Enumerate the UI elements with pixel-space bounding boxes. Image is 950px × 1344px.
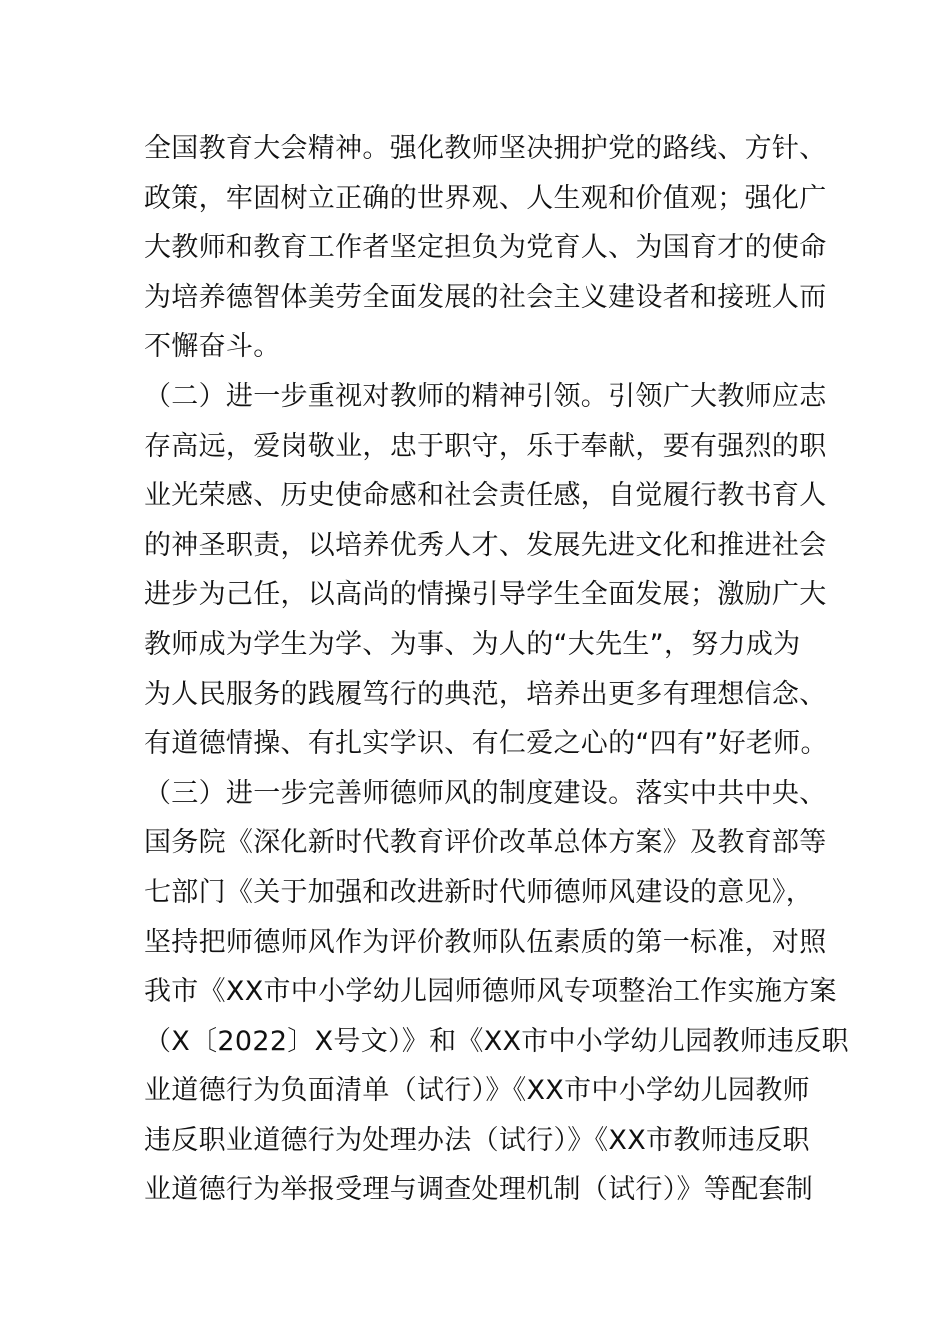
document-body bbox=[144, 124, 849, 1215]
text-line: 业道德行为负面清单（试行）》《XX市中小学幼儿园教师 bbox=[144, 1075, 810, 1107]
text-line: 进步为己任，以高尚的情操引导学生全面发展；激励广大 bbox=[144, 579, 827, 611]
text-line: 有道德情操、有扎实学识、有仁爱之心的“四有”好老师。 bbox=[144, 728, 828, 760]
text-line: 的神圣职责，以培养优秀人才、发展先进文化和推进社会 bbox=[144, 529, 827, 561]
text-line: 违反职业道德行为处理办法（试行）》《XX市教师违反职 bbox=[144, 1124, 810, 1156]
text-line: 七部门《关于加强和改进新时代师德师风建设的意见》， bbox=[144, 876, 813, 908]
text-line: 大教师和教育工作者坚定担负为党育人、为国育才的使命 bbox=[144, 232, 827, 264]
text-line: 存高远，爱岗敬业，忠于职守，乐于奉献，要有强烈的职 bbox=[144, 430, 827, 462]
text-line: 教师成为学生为学、为事、为人的“大先生”，努力成为 bbox=[144, 628, 801, 660]
text-line: 国务院《深化新时代教育评价改革总体方案》及教育部等 bbox=[144, 827, 827, 859]
section-heading-line: （二）进一步重视对教师的精神引领。引领广大教师应志 bbox=[144, 380, 827, 412]
text-line: 坚持把师德师风作为评价教师队伍素质的第一标准，对照 bbox=[144, 926, 827, 958]
text-line: 不懈奋斗。 bbox=[144, 331, 281, 363]
text-line: 为人民服务的践履笃行的典范，培养出更多有理想信念、 bbox=[144, 678, 827, 710]
text-line: 政策，牢固树立正确的世界观、人生观和价值观；强化广 bbox=[144, 182, 827, 214]
section-heading-line: （三）进一步完善师德师风的制度建设。落实中共中央、 bbox=[144, 777, 827, 809]
text-line: （X〔2022〕X号文）》和《XX市中小学幼儿园教师违反职 bbox=[144, 1025, 849, 1057]
text-line: 我市《XX市中小学幼儿园师德师风专项整治工作实施方案 bbox=[144, 976, 837, 1008]
text-line: 全国教育大会精神。强化教师坚决拥护党的路线、方针、 bbox=[144, 133, 827, 164]
text-line: 为培养德智体美劳全面发展的社会主义建设者和接班人而 bbox=[144, 281, 827, 313]
text-line: 业道德行为举报受理与调查处理机制（试行）》等配套制 bbox=[144, 1174, 813, 1206]
text-line: 业光荣感、历史使命感和社会责任感，自觉履行教书育人 bbox=[144, 480, 827, 512]
